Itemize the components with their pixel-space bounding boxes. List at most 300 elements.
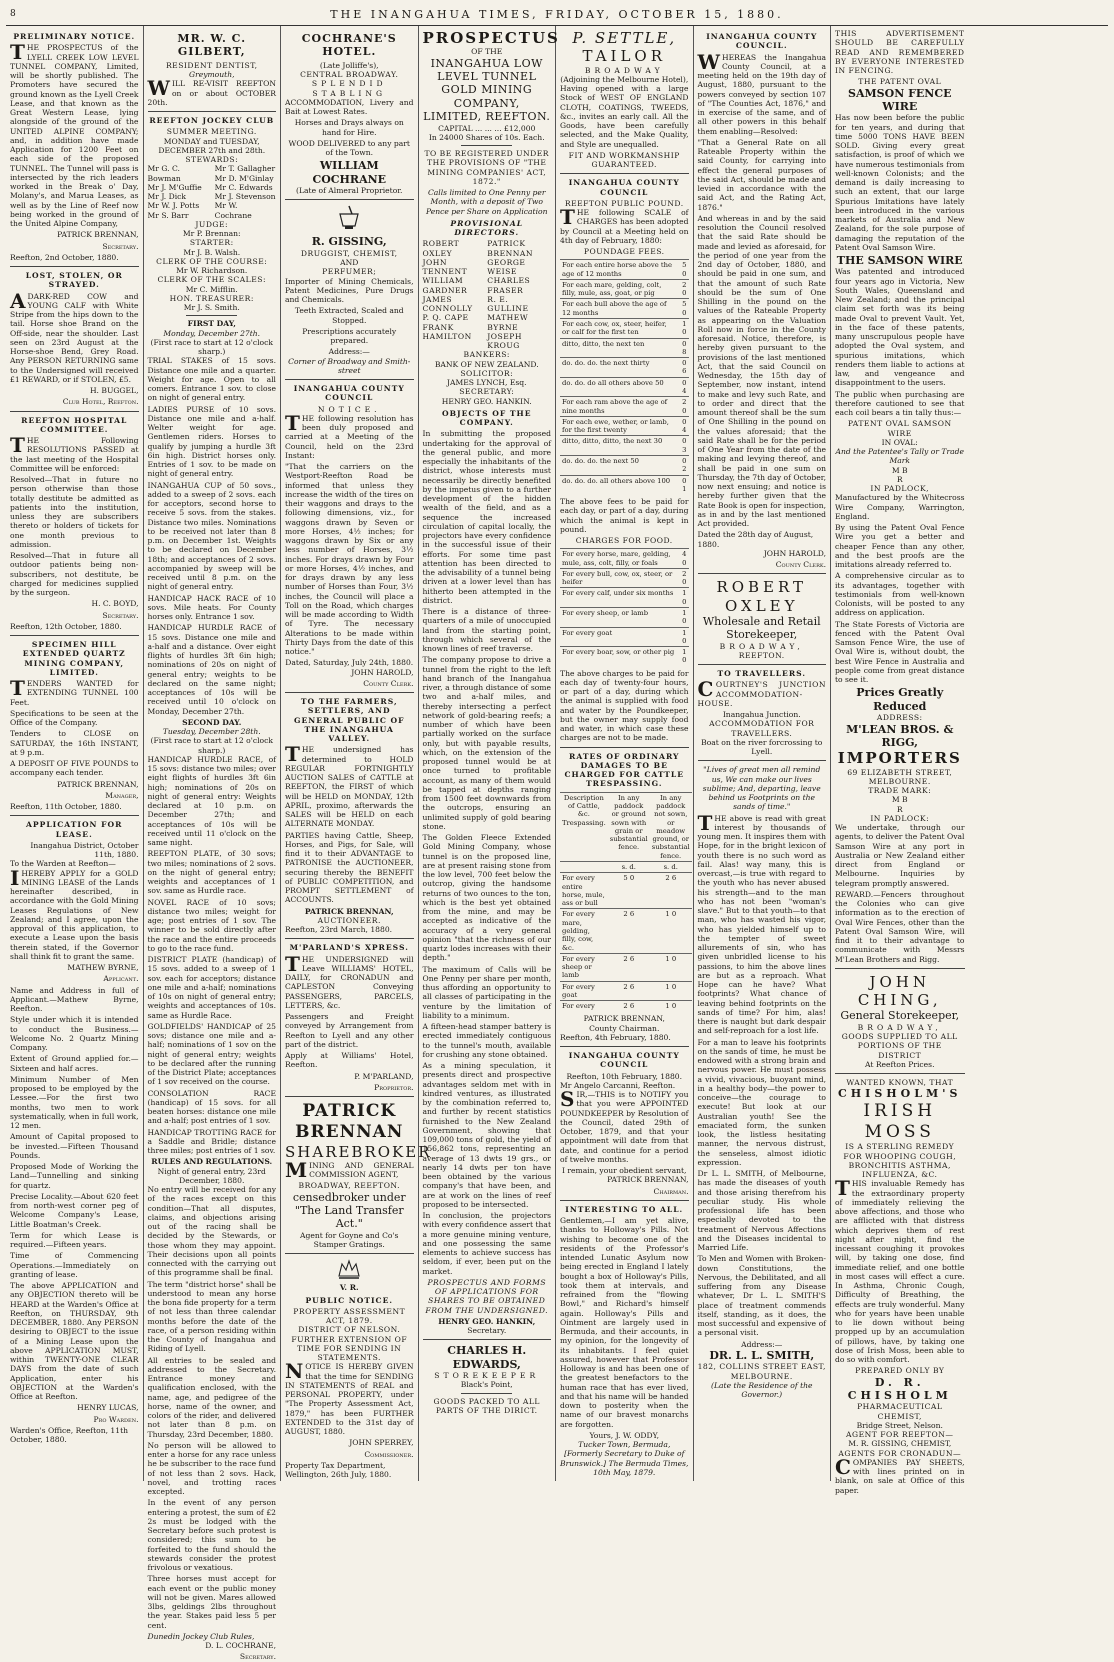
council2-to: Mr Angelo Carcanni, Reefton.: [560, 1080, 676, 1090]
table-row: [560, 549, 689, 569]
pound-subtitle: REEFTON PUBLIC POUND.: [564, 198, 684, 208]
prospectus-forms: PROSPECTUS AND FORMS OF APPLICATIONS FOR SHARES TO BE OBTAINED FROM THE UNDERSIGNED.: [425, 1277, 549, 1315]
cochrane-subtitle: (Late Jolliffe's),: [319, 60, 379, 70]
rates-signature-title: County Chairman.: [589, 1023, 660, 1033]
steward: Mr W. J. Potts: [147, 201, 200, 211]
verse: "Lives of great men all remind us, We can make our lives sublime; And, departing, leave behind us Footprints on the sands of time.": [702, 765, 821, 812]
tailor-address: BROADWAY: [584, 65, 664, 75]
rate-value: 2 6: [608, 1001, 650, 1012]
gissing-subtitle: DRUGGIST, CHEMIST,: [300, 248, 398, 258]
divider: [285, 199, 414, 200]
table-units-row: [560, 861, 692, 872]
table-row: [560, 981, 692, 1001]
fee-value: 2 0: [677, 279, 689, 299]
fee-value: 0 4: [677, 416, 689, 436]
agent-heading: AGENT FOR REEFTON—: [846, 1430, 954, 1440]
table-row: [560, 338, 689, 358]
food-value: 1 0: [677, 588, 688, 608]
fee-label: do. do. do. the next thirty: [560, 358, 677, 378]
tailor-heading: TAILOR: [582, 47, 666, 66]
rate-value: 2 6: [608, 981, 650, 1001]
divider: [423, 1339, 552, 1340]
lyell-signature: PATRICK BRENNAN,: [57, 230, 139, 240]
divider: [10, 635, 139, 636]
tenders-text: TENDERS WANTED for EXTENDING TUNNEL 100 Feet.: [10, 676, 139, 707]
director: JOHN TENNENT: [422, 257, 468, 277]
fee-value: 0 4: [677, 377, 689, 397]
royal-crest-icon: [334, 1258, 364, 1280]
secretary: HENRY GEO. HANKIN.: [441, 396, 532, 406]
trade-mark-r: R: [896, 804, 903, 814]
divider: [835, 1073, 965, 1074]
director: P. Q. CAPE: [422, 313, 469, 323]
poundage-fees-table: [560, 259, 689, 494]
fee-value: 2 0: [677, 397, 689, 417]
tailor-adjoining: (Adjoining the Melbourne Hotel),: [560, 74, 689, 84]
first-day-date: Monday, December 27th.: [163, 328, 261, 338]
food-label: For every sheep, or lamb: [560, 608, 677, 628]
scales-heading: CLERK OF THE SCALES:: [157, 275, 267, 285]
fee-value: 0 2: [677, 455, 689, 475]
objects-paragraph: There is a distance of three-quarters of a mile of unoccupied land from the starting point, through which several of the known lines of reef traverse.: [422, 607, 551, 654]
table-row: [560, 608, 689, 628]
rates-heading: RATES OF ORDINARY DAMAGES TO BE CHARGED FOR CATTLE TRESPASSING.: [564, 751, 685, 789]
jockey-signature: D. L. COCHRANE,: [205, 1641, 276, 1651]
table-row: [560, 416, 689, 436]
lease-item: Time of Commencing Operations.—Immediately on granting of lease.: [10, 1251, 139, 1279]
specimen-hill-heading: SPECIMEN HILL EXTENDED QUARTZ MINING COMPANY, LIMITED.: [22, 640, 126, 677]
rate-label: For every sheep or lamb: [560, 953, 608, 981]
courtney-place: Inangahua Junction.: [722, 710, 801, 720]
lost-signature: H. BUGGEL,: [89, 386, 139, 395]
samson-text-3: The public when purchasing are therefore cautioned to see that each coil bears a tin tally thus:—: [835, 389, 965, 418]
divider: [461, 145, 512, 146]
table-row: [560, 455, 689, 475]
specimen-date: Reefton, 11th October, 1880.: [10, 802, 122, 811]
council3-text-3: And whereas in and by the said resolution the Council resolved that the said Rate should be made and levied as aforesaid, for the period of one year from the 2nd day of October, 1880, and should be paid in one sum, and that the amount of such Rate should be the sum of One Shilling in the pound on the values of the Rateable Property as appearing on the Valuation Roll now in force in the County aforesaid. Notice, therefore, is hereby given pursuant to the provisions of the last mentioned Act, that the said Council on Wednesday, the 15th day of September, now instant, intend to make and levy such Rate, and to order and direct that the amount thereof shall be the sum of One Shilling in the pound on the values aforesaid; that the said Rate shall be for the period of One Year from the date of the making and levying thereof, and shall be paid in one sum on Thursday, the 7th day of October, now next ensuing; and notice is hereby further given that the Rate Book is open for inspection, as in and by the last mentioned Act provided.: [697, 213, 826, 528]
chisholm-heading: CHISHOLM'S: [838, 1087, 962, 1101]
table-row: [560, 260, 689, 280]
fee-value: 5 0: [677, 260, 689, 280]
lease-text: IHEREBY APPLY for a GOLD MINING LEASE of the Lands hereinafter described, in accordance with the Gold Mining Leases Regulations of New Zealand; and I agree, upon the approval of this application, to execute a Lease upon the basis therein stated, if the Governor shall think fit to grant the same.: [10, 865, 139, 961]
directors-heading: PROVISIONAL DIRECTORS.: [450, 218, 524, 238]
public-notice-signature: JOHN SPERREY,: [349, 1438, 414, 1448]
tailor-text: Having opened with a large Stock of WEST OF ENGLAND CLOTH, COATINGS, TWEEDS, &c., invites an early call. All the Goods, have been carefully selected, and the Make Quality, and Style are unequalled.: [560, 84, 689, 149]
padlock-label: IN PADLOCK,: [870, 484, 930, 494]
edwards-goods: GOODS PACKED TO ALL PARTS OF THE DIRICT.: [433, 1396, 540, 1415]
lease-signature: MATHEW BYRNE,: [67, 963, 139, 972]
rules-date: Night of general entry, 23rd December, 1880.: [157, 1166, 266, 1185]
courtney-accommodation: ACCOMMODATION FOR TRAVELLERS.: [709, 719, 815, 738]
council2-heading: INANGAHUA COUNTY COUNCIL: [568, 1051, 680, 1070]
hospital-signature: H. C. BOYD,: [91, 599, 139, 609]
gissing-address-heading: Address:—: [328, 347, 370, 357]
prospectus-heading: PROSPECTUS: [422, 29, 560, 47]
rate-value: 1 0: [650, 1001, 692, 1012]
divider: [285, 379, 414, 380]
divider: [10, 815, 139, 816]
smith-address: 182, COLLINS STREET EAST, MELBOURNE.: [697, 1362, 826, 1381]
divider: [560, 173, 689, 174]
table-row: [560, 475, 689, 494]
masthead: [6, 4, 1108, 26]
column-header: Description of Cattle, &c. Trespassing.: [560, 792, 608, 861]
page-number: 8: [10, 9, 19, 20]
brennan-agent: Agent for Goyne and Co's Stamper Gratings.: [300, 1230, 399, 1250]
edwards-subtitle: STOREKEEPER: [434, 1371, 540, 1381]
treasurer: Mr J. S. Smith.: [183, 303, 240, 313]
judge: Mr P. Brennan:: [182, 229, 241, 239]
samson-heading-2: THE SAMSON WIRE: [836, 254, 963, 268]
council2-signature: PATRICK BRENNAN,: [607, 1175, 689, 1185]
lyell-date: Reefton, 2nd October, 1880.: [10, 252, 119, 262]
lease-objection-text: The above APPLICATION and any OBJECTION thereto will be HEARD at the Warden's Office at Reefton, on THURSDAY, 9th DECEMBER, 1880. Any PERSON desiring to OBJECT to the issue of a Mining Lease upon the above APPLICATION MUST, within TWENTY-ONE CLEAR DAYS from the date of such Application, enter his OBJECTION at the Warden's Office at Reefton.: [10, 1281, 139, 1401]
farmers-signature: PATRICK BRENNAN,: [304, 906, 394, 916]
smith-address-heading: Address:—: [741, 1339, 783, 1349]
race-entry: NOVEL RACE of 10 sovs; distance two miles; weight for age; post entries of 1 sov. The winner to be sold directly after the race and the entire proceeds to go to the race fund.: [147, 897, 276, 953]
trade-mark-mb: M B: [891, 795, 908, 805]
objects-heading: OBJECTS OF THE COMPANY.: [442, 408, 532, 428]
rule-entry: All entries to be sealed and addressed to the Secretary. Entrance money and qualification enclosed, with the name, age, and pedigree of the horse, name of the owner, and colors of the rider, and delivered not later than 8 p.m. on Thursday, 23rd December, 1880.: [147, 1355, 276, 1439]
fee-label: For each cow, ox, steer, heifer, or calf for the first ten: [560, 319, 677, 339]
edwards-place: Black's Point,: [460, 1380, 513, 1390]
rate-value: 1 0: [650, 953, 692, 981]
objects-paragraph: The company propose to drive a tunnel from the right to the left hand branch of the Inangahua river, a through distance of some two and a-half miles, and thereby intersecting a perfect network of gold-bearing reefs; a number of which have been partially worked on the surface only, but with payable results, which, on the extension of the proposed tunnel would be at once turned to profitable account, as many of them would be tapped at depths ranging from 1500 feet downwards from the outcrops, ensuring an unlimited supply of gold bearing stone.: [422, 655, 551, 831]
interest-heading: INTERESTING TO ALL.: [565, 1204, 684, 1214]
lost-text: ADARK-RED COW and YOUNG CALF with White Stripe from the hips down to the tail. Horse shoe Brand on the Off-side, near the shoulder. Last seen on 23rd August at the Horse-shoe Bend, Grey Road. Any PERSON RETURNING same to the Undersigned will received £1 REWARD, or if STOLEN, £5.: [10, 288, 139, 384]
steward: Mr S. Barr: [147, 210, 189, 220]
smith-text-2: For a man to leave his footprints on the sands of time, he must be endowed with a strong brain and nervous power. He must possess a vivid, vivacious, buoyant mind, in a healthy body—the power to conceive—the courage to execute! But look at our Australian youth! See the emaciated form, the sunken look, the listless hesitating manner, the nervous distrust, the senseless, almost idiotic expression.: [697, 1037, 826, 1167]
public-notice-district: DISTRICT OF NELSON.: [298, 1325, 401, 1335]
xpress-signature: P. M'PARLAND,: [354, 1071, 414, 1081]
prices-heading: Prices Greatly Reduced: [856, 686, 944, 713]
food-label: For every bull, cow, ox, steer, or heifer: [560, 568, 677, 588]
ching-goods: GOODS SUPPLIED TO ALL PORTIONS OF THE DISTRICT: [841, 1032, 958, 1060]
steward: Mr J. Stevenson: [214, 192, 276, 202]
rule-entry: Three horses must accept for each event or the public money will not be given. Mares allowed 3lbs, geldings 2lbs throughout the year. Stakes paid less 5 per cent.: [147, 1574, 276, 1630]
rate-value: 5 0: [608, 873, 650, 909]
fee-label: do. do. do. the next 50: [560, 455, 677, 475]
judge-heading: JUDGE:: [195, 219, 229, 229]
reward-text: REWARD.—Fencers throughout the Colonies who can give information as to the erection of Oval Wire Fences, other than the Patent Oval Samson Wire, will find it to their advantage to communicate with Messrs M'Lean Brothers and Rigg.: [835, 889, 965, 964]
trade-mark-heading: TRADE MARK:: [868, 786, 932, 796]
samson-heading: SAMSON FENCE WIRE: [848, 86, 952, 113]
oxley-heading: ROBERT OXLEY: [716, 578, 808, 615]
lease-place: Inangahua District, October 11th, 1880.: [30, 840, 139, 859]
prospectus-registration: TO BE REGISTERED UNDER THE PROVISIONS OF "THE MINING COMPANIES' ACT, 1872.": [424, 149, 550, 186]
rule-entry: The term "district horse" shall be understood to mean any horse the bona fide property for a term of not less than three calendar months before the date of the race, of a person residing within the County of Inangahua and Riding of Lyell.: [147, 1279, 276, 1354]
table-row: [560, 397, 689, 417]
race-entry: REEFTON PLATE, of 30 sovs; two miles; nominations of 2 sovs. on the night of general entry; weights and acceptances of 1 sov. same as Hurdle race.: [147, 849, 276, 896]
column-5: [556, 26, 694, 1481]
pound-note: The above fees to be paid for each day, or part of a day, during which the animal is kept in pound.: [560, 497, 689, 534]
director: WILLIAM GARDNER: [422, 276, 468, 295]
brennan-address: BROADWAY, REEFTON.: [298, 1181, 400, 1191]
table-row: [560, 279, 689, 299]
table-row: [560, 299, 689, 319]
food-label: For every goat: [560, 627, 677, 647]
second-day-date: Tuesday, December 28th.: [162, 727, 261, 737]
council2-remain: I remain, your obedient servant,: [562, 1166, 687, 1176]
divider: [10, 411, 139, 412]
farmers-date: Reefton, 23rd March, 1880.: [285, 925, 393, 935]
dr-chisholm-subtitle: PHARMACEUTICAL CHEMIST,: [857, 1402, 943, 1421]
samson-text-2: Was patented and introduced four years ago in Victoria, New South Wales, Queensland and New Zealand; and the principal claim set forth was its being made Oval to prevent Vault. Yet, in the face of these patents, many unscrupulous people have adopted the Oval system, and spurious imitations, which renders them liable to actions at law, and vengeance and disappointment to the users.: [835, 267, 965, 388]
clerk: Mr W. Richardson.: [176, 266, 248, 276]
food-label: For every horse, mare, gelding, mule, ass, colt, filly, or foals: [560, 549, 677, 569]
rules-heading: RULES AND REGULATIONS.: [151, 1157, 273, 1167]
fee-label: For each ewe, wether, or lamb, for the first twenty: [560, 416, 677, 436]
jockey-subtitle: SUMMER MEETING.: [166, 127, 257, 137]
tally-subtitle: IN OVAL:: [881, 437, 918, 447]
first-day-heading: FIRST DAY,: [187, 319, 236, 329]
wanted-heading: WANTED KNOWN, THAT: [846, 1078, 954, 1088]
fee-value: 5 0: [677, 299, 689, 319]
public-notice-extension: FURTHER EXTENSION OF TIME FOR SENDING IN STATEMENTS.: [291, 1334, 408, 1363]
steward: Mr J. Dick: [147, 192, 186, 202]
tally-mark-r: R: [896, 474, 903, 484]
tally-heading: PATENT OVAL SAMSON WIRE: [847, 419, 952, 438]
rate-label: For every mare, gelding, filly, cow, &c.: [560, 909, 608, 953]
fee-label: do. do. do all others above 50: [560, 377, 677, 397]
divider: [285, 1253, 414, 1254]
gissing-and: AND: [340, 258, 359, 268]
rate-label: For every goat: [560, 981, 608, 1001]
ching-subtitle: General Storekeeper,: [840, 1009, 960, 1023]
race-entry: HANDICAP HACK RACE of 10 sovs. Mile heats. For County horses only. Entrance 1 sov.: [147, 593, 276, 622]
council3-heading: INANGAHUA COUNTY COUNCIL.: [706, 32, 818, 51]
divider: [560, 1046, 689, 1047]
objects-paragraph: In conclusion, the projectors with every confidence assert that a more genuine mining venture, and one possessing the same elements to achieve success has seldom, if ever, been put on the market.: [422, 1211, 552, 1276]
specimen-signature-title: Manager,: [105, 790, 139, 800]
rule-entry: No person will be allowed to enter a horse for any race unless he be subscriber to the race fund of not less than 2 sovs. Hack, novel, and trotting races excepted.: [147, 1440, 276, 1497]
oxley-town: REEFTON.: [738, 650, 785, 660]
table-row: [560, 647, 689, 666]
gissing-teeth: Teeth Extracted, Scaled and Stopped.: [294, 306, 404, 325]
race-entry: INANGAHUA CUP of 50 sovs., added to a sweep of 2 sovs. each for acceptors, second horse to receive 5 sovs. from the stakes. Distance two miles. Nominations to be received not later than 8 p.m. on December 1st. Weights to be declared on December 18th; and acceptances of 2 sovs. accompanied by sweep will be received until 8 p.m. on the night of general entry.: [147, 480, 276, 592]
xpress-text-3: Apply at Williams' Hotel, Reefton.: [285, 1051, 414, 1070]
solicitor: JAMES LYNCH, Esq.: [446, 378, 527, 388]
cochrane-line: Horses and Drays always on hand for Hire.: [294, 118, 404, 137]
gilbert-heading: MR. W. C. GILBERT,: [177, 32, 247, 59]
lost-signature-place: Club Hotel, Reefton.: [62, 397, 139, 407]
public-notice-signature-title: Commissioner.: [364, 1449, 414, 1459]
gissing-heading: R. GISSING,: [311, 235, 387, 249]
table-row: [560, 436, 689, 456]
prospectus-signature-title: Secretary.: [467, 1326, 507, 1336]
race-entry: DISTRICT PLATE (handicap) of 15 sovs. added to a sweep of 1 sov. each for acceptors; distance one mile and a-half; nominations of 10s on night of general entry; weights and acceptances of 10s. same as Hurdle Race.: [147, 955, 276, 1020]
divider: [285, 692, 414, 693]
courtney-boat: Boat on the river forcrossing to Lyell.: [701, 737, 823, 757]
warden-signature-title: Pro Warden.: [93, 1414, 139, 1424]
rates-date: Reefton, 4th February, 1880.: [560, 1032, 671, 1042]
first-day-note: (First race to start at 12 o'clock sharp.): [150, 337, 273, 357]
council-text: THE following resolution has been duly proposed and carried at a Meeting of the Council, held on the 23rd Instant:: [285, 410, 414, 460]
prospectus-calls: Calls limited to One Penny per Month, with a deposit of Two Pence per Share on Application: [425, 188, 548, 216]
column-7: [831, 26, 969, 1495]
lease-item: Minimum Number of Men proposed to be employed by the Lessee.—For the first two months, two men to work systematically, when in full work, 12 men.: [10, 1074, 139, 1130]
table-row: [560, 568, 689, 588]
scales: Mr C. Mifflin.: [185, 284, 238, 294]
divider: [835, 968, 965, 969]
travellers-heading: TO TRAVELLERS.: [717, 669, 807, 679]
gissing-perfumer: PERFUMER;: [322, 267, 377, 277]
table-row: [560, 873, 692, 909]
cochrane-stabling: SPLENDID STABLING: [311, 79, 387, 98]
rule-entry: In the event of any person entering a protest, the sum of £2 2s must be lodged with the Secretary before such protest is considered; this sum to be forfeited to the fund should the stewards consider the protest frivolous or vexatious.: [147, 1498, 276, 1573]
food-value: 2 0: [677, 568, 688, 588]
importers-heading: IMPORTERS: [837, 749, 962, 768]
lease-heading: APPLICATION FOR LEASE.: [26, 820, 123, 839]
xpress-heading: M'PARLAND'S XPRESS.: [289, 943, 409, 953]
padlock-label-2: IN PADLOCK:: [870, 813, 930, 823]
table-row: [560, 319, 689, 339]
table-row: [560, 953, 692, 981]
prospectus-signature: HENRY GEO. HANKIN,: [438, 1316, 536, 1326]
bankers-heading: BANKERS:: [463, 350, 510, 360]
xpress-text: THE UNDERSIGNED will Leave WILLIAMS' HOTEL, DAILY, for CRONADUN and CAPLESTON Conveying PASSENGERS, PARCELS, LETTERS, &c.: [285, 951, 414, 1010]
rate-value: 2 6: [608, 953, 650, 981]
council3-date: Dated the 28th day of August, 1880.: [697, 530, 814, 549]
masthead-title: THE INANGAHUA TIMES, FRIDAY, OCTOBER 15, 1880.: [330, 7, 784, 21]
council-heading: INANGAHUA COUNTY COUNCIL: [293, 384, 405, 403]
divider: [285, 1096, 414, 1097]
solicitor-heading: SOLICITOR:: [460, 368, 514, 378]
fee-label: ditto, ditto, ditto, the next 30: [560, 436, 677, 456]
gilbert-text: WILL RE-VISIT REEFTON on or about OCTOBER 20th.: [147, 76, 276, 107]
table-row: [560, 909, 692, 953]
starter-heading: STARTER:: [189, 238, 234, 248]
food-charges-table: [560, 548, 689, 665]
fee-value: 0 6: [677, 358, 689, 378]
hospital-resolution-2: Resolved—That in future all outdoor patients being non-subscribers, not destitute, be charged for medicines supplied by the surgeon.: [10, 551, 139, 597]
columns: [6, 26, 1108, 1662]
lease-signature-title: Applicant.: [103, 974, 139, 984]
food-label: For every boar, sow, or other pig: [560, 647, 677, 666]
xpress-signature-title: Proprietor.: [374, 1082, 414, 1092]
fee-label: do. do. do. all others above 100: [560, 475, 677, 494]
farmers-text: THE undersigned has determined to HOLD REGULAR FORTNIGHTLY AUCTION SALES of CATTLE at REEFTON, the FIRST of which will be HELD on MONDAY, 12th APRIL, proximo, afterwards the SALES will be HELD on each ALTERNATE MONDAY.: [285, 742, 414, 829]
samson-text-4: By using the Patent Oval Fence Wire you get a better and cheaper Fence than any other, and the best proofs are the imitations already referred to.: [835, 523, 965, 570]
council-text-2: "That the carriers on the Westport-Reefton Road be informed that unless they increase the width of the tires on their waggons and drays to the following dimensions, viz., for waggons drawn by Seven or more Horses, 4½ inches; for waggons drawn by Six or any less number of Horses, 3½ inches. For drays drawn by Four or more Horses, 4½ inches, and for drays drawn by any less number of Horses than Four, 3½ inches, the Council will place a Toll on the Road, which charges will be made according to Width of Tyre. The necessary Alterations to be made within Thirty Days from the date of this notice.": [285, 462, 414, 657]
food-heading: CHARGES FOR FOOD.: [575, 536, 673, 546]
director: PATRICK BRENNAN: [487, 239, 534, 258]
rate-value: 2 6: [650, 873, 692, 909]
gilbert-place: Greymouth,: [189, 70, 235, 80]
director: R. E. GULLINE: [487, 294, 529, 314]
table-row: [560, 627, 689, 647]
stewards-left: [148, 164, 215, 220]
patent-oval-heading: THE PATENT OVAL: [858, 77, 942, 87]
steward: Mr W. Cochrane: [214, 201, 252, 220]
gissing-address: Corner of Broadway and Smith-street: [288, 356, 411, 375]
oxley-address: BROADWAY,: [719, 641, 804, 651]
units: s. d.: [608, 861, 650, 872]
objects-paragraph: As a mining speculation, it presents direct and prospective advantages seldom met with in kindred ventures, as illustrated by the combination referred to, and further by recent statistics furnished to the New Zealand Government, showing that 109,000 tons of gold, the yield of 156,862 tons, representing an average of 13 dwts 19 grs., or nearly 14 dwts per ton have been obtained by the various company's that have been, and are at work on the lines of reef proposed to be intersected.: [422, 1061, 551, 1209]
fee-label: For each entire horse above the age of 12 months: [560, 260, 677, 280]
fee-label: ditto, ditto, the next ten: [560, 338, 677, 358]
mclean-heading: M'LEAN BROS. & RIGG,: [846, 722, 954, 749]
steward: Mr J. M'Guffie: [147, 182, 202, 192]
lease-item: Term for which Lease is required.—Fifteen years.: [10, 1230, 139, 1249]
hospital-date: Reefton, 12th October, 1880.: [10, 621, 122, 631]
directors-left: [423, 239, 488, 350]
hospital-signature-title: Secretary.: [102, 610, 139, 620]
public-notice-heading: PUBLIC NOTICE.: [305, 1295, 394, 1305]
samson-text: Has now been before the public for ten years, and during that time 5000 TONS HAVE BEEN SOLD. Giving every great satisfaction, is proof of which we have numerous testimonials from well-known Colonists; and the demand is daily increasing to such an extent, that our large Spurious Imitations have lately been introduced in the various markets of Australia and New Zealand, for the sole purpose of damaging the reputation of the Patent Oval Samson Wire.: [835, 113, 965, 252]
samson-text-6: The State Forests of Victoria are fenced with the Patent Oval Samson Fence Wire, the use of Oval Wire is, without doubt, the best Wire Fence in Australia and people come from great distance to see it.: [835, 619, 965, 685]
brennan-sharebroker: SHAREBROKER: [285, 1142, 432, 1161]
agents-cronadun: AGENTS FOR CRONADUN—: [838, 1448, 962, 1458]
brennan-heading: PATRICK BRENNAN: [295, 1101, 404, 1142]
tally-label: And the Patentee's Tally or Trade Mark: [835, 447, 964, 466]
treasurer-heading: HON. TREASURER:: [169, 293, 254, 303]
divider: [285, 938, 414, 939]
address-heading: ADDRESS:: [876, 713, 923, 723]
pound-text: THE following SCALE of CHARGES has been adopted by Council at a Meeting held on 4th day of February, 1880:: [560, 205, 689, 245]
mclean-text: We undertake, through our agents, to deliver the Patent Oval Samson Wire at any port in Australia or New Zealand either direct from England or Melbourne. Inquiries by telegram promptly answered.: [835, 823, 965, 888]
divider: [186, 315, 237, 316]
second-day-heading: SECOND DAY.: [182, 717, 242, 727]
food-value: 1 0: [677, 647, 688, 666]
courtney-heading: COURTNEY'S JUNCTION ACCOMMODATION-HOUSE.: [697, 677, 826, 708]
table-row: [560, 358, 689, 378]
director: JAMES CONNOLLY: [422, 294, 473, 314]
fence-top-text: THIS ADVERTISEMENT SHOULD BE CAREFULLY READ AND REMEMBERED BY EVERYONE INTERESTED IN FENCING.: [835, 29, 965, 75]
rate-label: For every entire horse, mule, ass or bull: [560, 873, 608, 909]
clerk-heading: CLERK OF THE COURSE:: [156, 256, 268, 266]
smith-text-3: Dr L. L. SMITH, of Melbourne, has made the diseases of youth and those arising therefrom his peculiar study. His whole professional life has been especially devoted to the treatment of Nervous Affections and the Diseases incidental to Married Life.: [697, 1169, 826, 1253]
council3-signature: JOHN HAROLD,: [763, 548, 826, 558]
public-notice-text: NOTICE IS HEREBY GIVEN that the time for SENDING IN STATEMENTS of REAL and PERSONAL PROPERTY, under "The Property Assessment Act, 1879," has been FURTHER EXTENDED to the 31st day of AUGUST, 1880.: [285, 1359, 414, 1437]
directors-list: [423, 239, 552, 350]
council-signature-title: County Clerk.: [363, 678, 414, 688]
council-date: Dated, Saturday, July 24th, 1880.: [285, 658, 414, 668]
jockey-signature-title: Secretary.: [239, 1652, 276, 1662]
manufacturer-text: Manufactured by the Whitecross Wire Company, Warrington, England.: [835, 493, 965, 521]
dr-chisholm-heading: D. R. CHISHOLM: [847, 1375, 952, 1402]
hospital-resolution-1: Resolved—That in future no person otherwise than those totally destitute be admitted as patients into the institution, unless they are subscribers thereto or holders of tickets for one month previous to admission.: [10, 475, 139, 549]
hospital-heading: REEFTON HOSPITAL COMMITTEE.: [21, 415, 128, 434]
fee-label: For each mare, gelding, colt, filly, mule, ass, goat, or pig: [560, 279, 677, 299]
secretary-heading: SECRETARY:: [459, 387, 515, 397]
lease-item: Precise Locality.—About 620 feet from north-west corner peg of Welcome Company's Lease, Little Boatman's Creek.: [10, 1191, 139, 1229]
divider: [560, 747, 689, 748]
stewards-list: [148, 164, 277, 220]
race-entry: LADIES PURSE of 10 sovs. Distance one mile and a-half. Welter weight for age. Gentlemen riders. Horses to qualify by jumping a hurdle 3ft 6in high. District horses only. Entries of 1 sov. to be made on night of general entry.: [147, 404, 276, 479]
council3-text: WHEREAS the Inangahua County Council, at a meeting held on the 19th day of August, 1880, pursuant to the powers conveyed by section 107 of "The Counties Act, 1876," and in exercise of the same, and of all other powers in this behalf them enabling—Resolved:: [697, 49, 826, 136]
hospital-text: THE Following RESOLUTIONS PASSED at the last meeting of the Hospital Committee will be enforced:: [10, 433, 139, 473]
smith-text-4: To Men and Women with Broken-down Constitutions, the Nervous, the Debilitated, and all suffering from any Disease whatever, Dr L. L. SMITH'S place of treatment commends itself, standing, as it does, the most successful and expensive of a personal visit.: [697, 1254, 826, 1338]
oxley-subtitle: Wholesale and Retail Storekeeper,: [702, 614, 821, 642]
prospectus-of: OF THE: [471, 47, 503, 57]
rate-value: 1 0: [650, 909, 692, 953]
food-value: 1 0: [677, 608, 688, 628]
prepared-heading: PREPARED ONLY BY: [855, 1366, 945, 1376]
preliminary-notice-heading: PRELIMINARY NOTICE.: [13, 32, 136, 41]
edwards-heading: CHARLES H. EDWARDS,: [447, 1344, 527, 1371]
lease-item: Name and Address in full of Applicant.—Mathew Byrne, Reefton.: [10, 985, 139, 1013]
steward: Mr G. C. Bowman: [147, 164, 181, 183]
lease-to: To the Warden at Reefton—: [10, 859, 116, 869]
second-day-note: (First race to start at 12 o'clock sharp.): [150, 736, 273, 755]
prospectus-capital: CAPITAL ... ... ... £12,000: [438, 123, 536, 133]
jockey-dates: MONDAY and TUESDAY, DECEMBER 27th and 28th.: [158, 136, 266, 155]
column-1: [6, 26, 144, 1481]
race-entry: GOLDFIELDS' HANDICAP of 25 sovs; distance one mile and a-half; nominations of 1 sov on the night of general entry; weights to be declared after the running of the District Plate; acceptances of 1 sov received on the course.: [147, 1021, 276, 1087]
column-2: [144, 26, 282, 1662]
interest-signature: Yours, J. W. ODDY,: [589, 1430, 660, 1440]
